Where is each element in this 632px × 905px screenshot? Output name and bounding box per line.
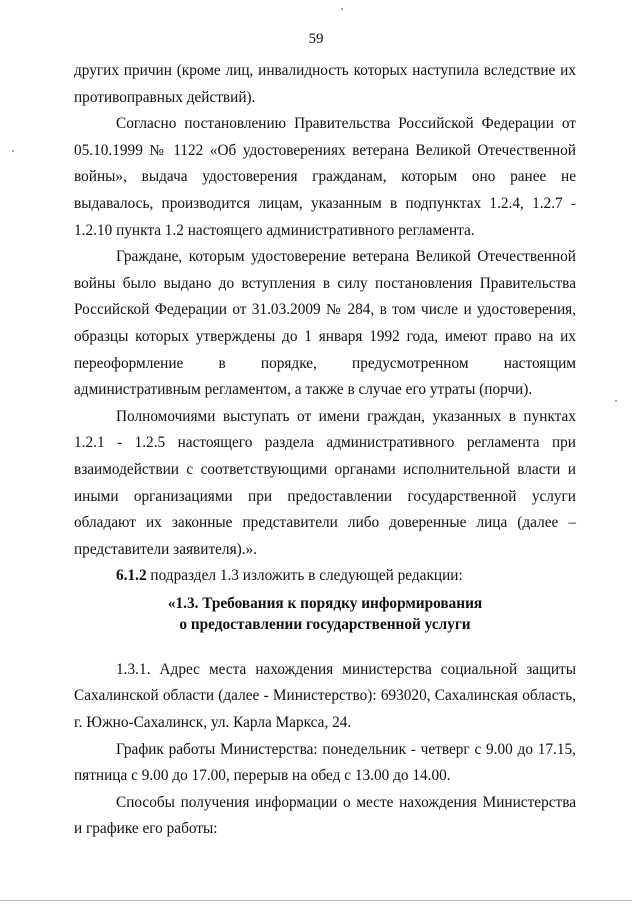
scan-speck bbox=[615, 400, 617, 402]
document-body bbox=[74, 58, 576, 843]
paragraph-amendment bbox=[74, 563, 576, 590]
scan-speck bbox=[12, 150, 14, 152]
paragraph-certificate-reissue: Граждане, которым удостоверение ветерана Великой Отечественной войны было выдано до вступления в силу постановления Правительства Российской Федерации от 31.03.2009 № 284, в том числе и удостоверения, образцы которых утверждены до 1 января 1992 года, имеют право на их переоформление в порядке, предусмотренном настоящим административным регламентом, а также в случае его утраты (порчи). bbox=[74, 248, 576, 399]
scan-speck bbox=[341, 8, 343, 10]
paragraph-information-methods: Способы получения информации о месте нахождения Министерства и графике его работы: bbox=[74, 793, 576, 838]
amendment-text: подраздел 1.3 изложить в следующей редакции: bbox=[146, 567, 463, 585]
paragraph-continuation: других причин (кроме лиц, инвалидность которых наступила вследствие их противоправных действий). bbox=[74, 62, 576, 106]
section-heading-line-2: о предоставлении государственной услуги bbox=[179, 615, 471, 633]
page-number: 59 bbox=[308, 31, 324, 47]
section-heading-line-1: «1.3. Требования к порядку информирования bbox=[167, 594, 483, 612]
section-heading bbox=[74, 593, 576, 635]
paragraph-ministry-address: 1.3.1. Адрес места нахождения министерства социальной защиты Сахалинской области (далее - Министерство): 693020, Сахалинская область, г. Южно-Сахалинск, ул. Карла Маркса, 24. bbox=[74, 660, 576, 732]
paragraph-work-schedule: График работы Министерства: понедельник - четверг с 9.00 до 17.15, пятница с 9.00 до 17.00, перерыв на обед с 13.00 до 14.00. bbox=[74, 740, 576, 785]
paragraph-representatives: Полномочиями выступать от имени граждан, указанных в пунктах 1.2.1 - 1.2.5 настоящего раздела административного регламента при взаимодействии с соответствующими органами исполнительной власти и иными организациями при предоставлении государственной услуги обладают их законные представители либо доверенные лица (далее – представители заявителя).». bbox=[74, 407, 576, 558]
amendment-number: 6.1.2 bbox=[116, 567, 147, 585]
paragraph-veteran-certificate: Согласно постановлению Правительства Российской Федерации от 05.10.1999 № 1122 «Об удостоверениях ветерана Великой Отечественной войны», выдача удостоверения гражданам, которым оно ранее не выдавалось, производится лицам, указанным в подпунктах 1.2.4, 1.2.7 - 1.2.10 пункта 1.2 настоящего административного регламента. bbox=[74, 115, 576, 239]
scan-bottom-edge bbox=[0, 900, 632, 901]
